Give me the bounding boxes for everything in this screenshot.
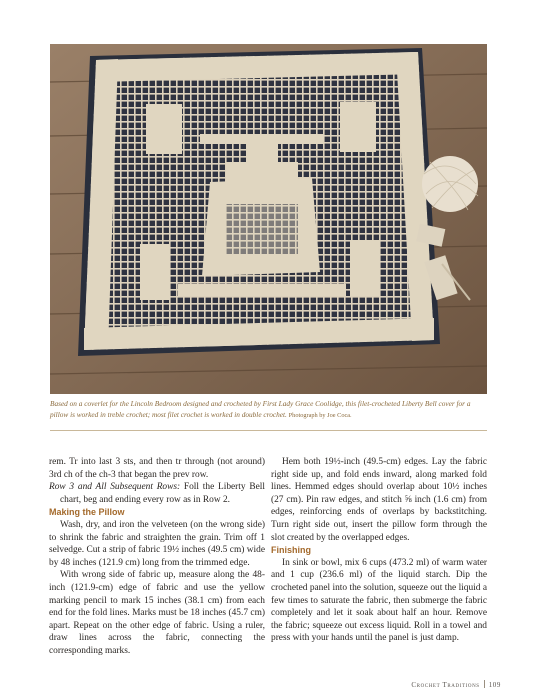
caption-credit: Photograph by Joe Coca.	[288, 411, 352, 419]
right-paragraph-2: In sink or bowl, mix 6 cups (473.2 ml) of warm water and 1 cup (236.6 ml) of the liquid starch. Dip the crocheted panel into the solution, squeeze out the liquid a few times to saturate the fabric, then submerge the fabric completely and let it soak about half an hour. Remove the fabric; squeeze out excess liquid. Roll in a towel and press with your hands until the panel is just damp.	[271, 557, 487, 644]
footer-separator	[484, 680, 485, 688]
photo-caption	[50, 399, 490, 421]
left-paragraph-1: rem. Tr into last 3 sts, and then tr through (not around) 3rd ch of the ch-3 that began the prev row.	[49, 457, 265, 480]
right-column	[271, 456, 487, 645]
caption-divider	[50, 430, 487, 431]
row3-label: Row 3 and All Subsequent Rows:	[49, 482, 181, 493]
row3-text: Foll the Liberty Bell chart, beg and ending every row as in Row 2.	[60, 482, 265, 505]
left-column	[49, 456, 265, 658]
page-number: 109	[488, 681, 501, 689]
page-footer	[411, 680, 501, 689]
pillow-photo-art	[50, 44, 487, 394]
left-paragraph-2: Wash, dry, and iron the velveteen (on the wrong side) to shrink the fabric and straighten the grain. Trim off 1 selvedge. Cut a strip of fabric 19½ inches (49.5 cm) wide by 48 inches (121.9 cm) long from the trimmed edge.	[49, 519, 265, 568]
heading-finishing: Finishing	[271, 545, 311, 556]
row3-instruction	[49, 481, 265, 506]
left-paragraph-3: With wrong side of fabric up, measure along the 48-inch (121.9-cm) edge of fabric and use the yellow marking pencil to mark 15 inches (38.1 cm) from each end for the fold lines. Marks must be 18 inches (45.7 cm) apart. Repeat on the other edge of fabric. Using a ruler, draw lines across the fabric, connecting the corresponding marks.	[49, 570, 265, 656]
heading-making-the-pillow: Making the Pillow	[49, 507, 125, 518]
caption-text: Based on a coverlet for the Lincoln Bedroom designed and crocheted by First Lady Grace Coolidge, this filet-crocheted Liberty Bell cover for a pillow is worked in treble crochet; most filet crochet is worked in double crochet.	[50, 399, 471, 419]
pillow-photo	[50, 44, 487, 394]
footer-title: Crochet Traditions	[411, 681, 480, 689]
right-paragraph-1: Hem both 19½-inch (49.5-cm) edges. Lay the fabric right side up, and fold ends inward, along marked fold lines. Hemmed edges should overlap about 10½ inches (27 cm). Pin raw edges, and stitch ⅝ inch (1.6 cm) from edges, reinforcing ends of overlaps by backstitching. Turn right side out, insert the pillow form through the slot created by the overlapped edges.	[271, 457, 487, 543]
